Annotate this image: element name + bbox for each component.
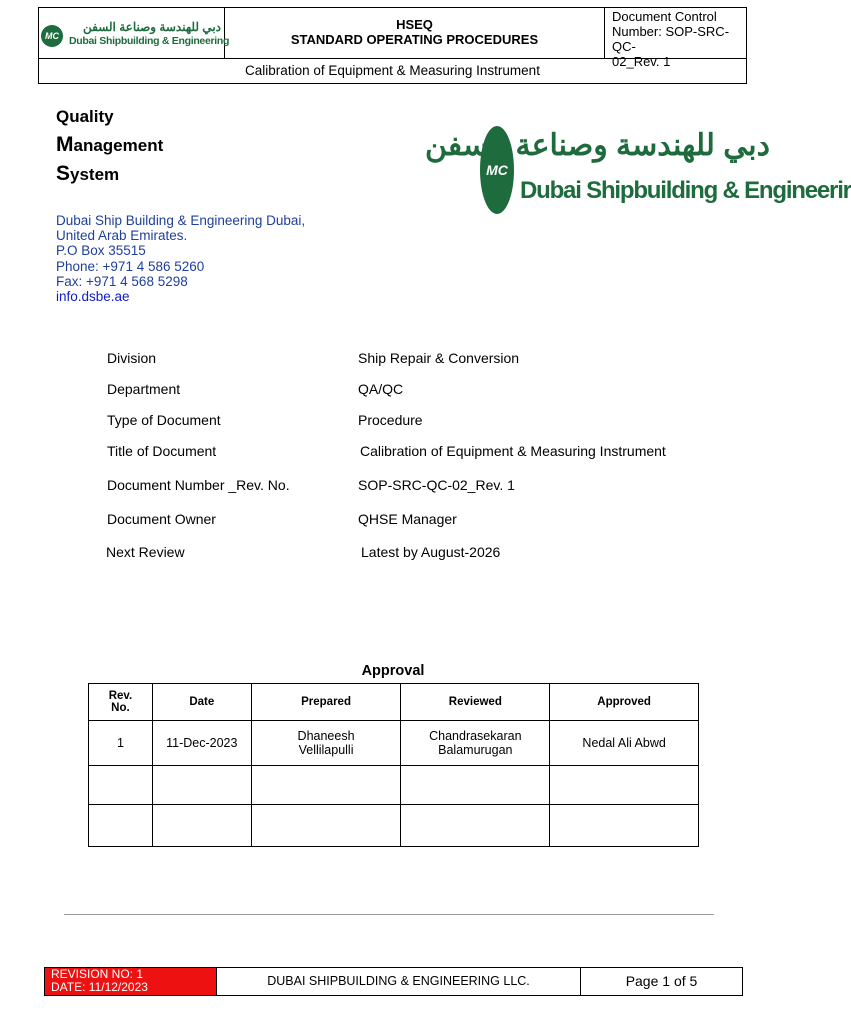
info-label-owner: Document Owner xyxy=(107,511,216,527)
approval-title: Approval xyxy=(361,663,425,679)
info-value-title: Calibration of Equipment & Measuring Instrument xyxy=(360,443,666,459)
col-header-date: Date xyxy=(152,684,251,721)
footer-divider xyxy=(64,914,714,915)
header-title-line1: HSEQ xyxy=(396,17,433,32)
footer-date: DATE: 11/12/2023 xyxy=(51,980,148,994)
doc-control-line2: Number: SOP-SRC-QC- xyxy=(612,24,730,54)
info-label-next-review: Next Review xyxy=(106,544,185,560)
address-phone: Phone: +971 4 586 5260 xyxy=(56,258,205,274)
document-header xyxy=(38,7,747,84)
header-doc-control xyxy=(605,8,746,69)
info-label-type: Type of Document xyxy=(107,412,221,428)
qms-line3: System xyxy=(56,162,120,185)
footer-revision: REVISION NO: 1 xyxy=(51,967,144,981)
col-header-approved: Approved xyxy=(550,684,699,721)
footer-company: DUBAI SHIPBUILDING & ENGINEERING LLC. xyxy=(217,968,581,995)
info-label-division: Division xyxy=(107,350,157,366)
cell-prepared: Dhaneesh Vellilapulli xyxy=(251,721,401,766)
address-line2: United Arab Emirates. xyxy=(56,228,188,244)
address-line3: P.O Box 35515 xyxy=(56,243,146,259)
info-label-title: Title of Document xyxy=(107,443,217,459)
table-row-empty xyxy=(89,805,699,847)
logo-large-monogram-icon: MC xyxy=(480,126,514,214)
logo-english-name: Dubai Shipbuilding & Engineering xyxy=(69,35,230,47)
cell-reviewed: Chandrasekaran Balamurugan xyxy=(401,721,550,766)
info-value-owner: QHSE Manager xyxy=(358,511,457,527)
qms-line2: Management xyxy=(56,133,164,156)
header-title xyxy=(225,8,605,58)
address-line1: Dubai Ship Building & Engineering Dubai, xyxy=(56,213,306,228)
qms-heading xyxy=(56,103,163,189)
logo-large-english-name: Dubai Shipbuilding & Engineerir xyxy=(520,177,851,204)
approval-table xyxy=(88,683,699,847)
company-logo-small xyxy=(41,20,230,50)
col-header-prepared: Prepared xyxy=(251,684,401,721)
footer-page-number: Page 1 of 5 xyxy=(625,973,698,989)
qms-line1: Quality xyxy=(56,107,114,126)
company-logo-large xyxy=(424,126,851,218)
cell-date: 11-Dec-2023 xyxy=(152,721,251,766)
table-row xyxy=(89,721,699,766)
document-footer xyxy=(44,967,743,996)
logo-monogram-icon: MC xyxy=(41,25,63,47)
logo-arabic-name: دبي للهندسة وصناعة السفن xyxy=(82,20,221,34)
table-row-empty xyxy=(89,766,699,805)
info-value-type: Procedure xyxy=(358,412,423,428)
info-label-department: Department xyxy=(107,381,181,397)
info-value-doc-number: SOP-SRC-QC-02_Rev. 1 xyxy=(358,477,515,493)
website-link[interactable]: info.dsbe.ae xyxy=(56,289,130,305)
company-address xyxy=(56,213,305,304)
logo-large-arabic-name: دبي للهندسة وصناعة السفن xyxy=(424,129,770,162)
info-value-division: Ship Repair & Conversion xyxy=(358,350,520,366)
approval-header-row xyxy=(89,684,699,721)
info-value-next-review: Latest by August-2026 xyxy=(361,544,501,560)
header-title-line2: STANDARD OPERATING PROCEDURES xyxy=(290,32,539,47)
info-value-department: QA/QC xyxy=(358,381,404,397)
cell-rev: 1 xyxy=(89,721,153,766)
address-fax: Fax: +971 4 568 5298 xyxy=(56,273,188,289)
doc-control-line1: Document Control xyxy=(612,9,717,24)
info-label-doc-number: Document Number _Rev. No. xyxy=(107,477,290,493)
header-logo-cell xyxy=(39,8,230,58)
col-header-rev: Rev. No. xyxy=(89,684,153,721)
cell-approved: Nedal Ali Abwd xyxy=(550,721,699,766)
col-header-reviewed: Reviewed xyxy=(401,684,550,721)
footer-revision-block xyxy=(45,968,217,995)
doc-control-line3: 02_Rev. 1 xyxy=(612,54,671,69)
header-subtitle: Calibration of Equipment & Measuring Instrument xyxy=(39,58,746,84)
